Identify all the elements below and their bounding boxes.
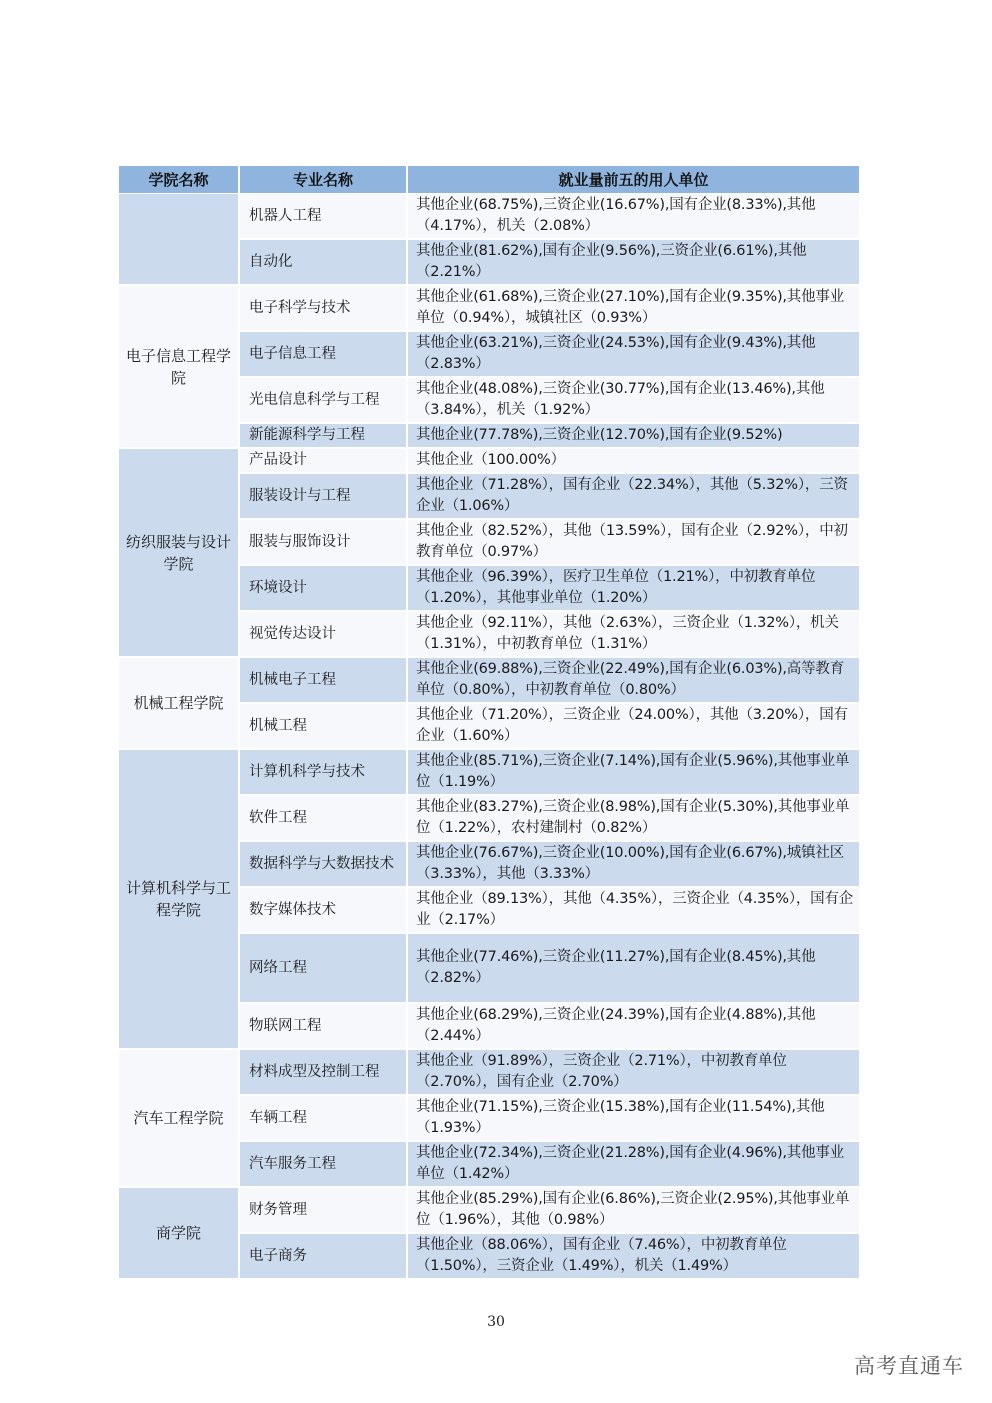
major-cell: 汽车服务工程 [240, 1142, 408, 1188]
major-cell: 计算机科学与技术 [240, 750, 408, 796]
employer-units-cell: 其他企业(68.75%),三资企业(16.67%),国有企业(8.33%),其他（4.17%），机关（2.08%） [408, 194, 859, 240]
major-cell: 电子信息工程 [240, 332, 408, 378]
watermark-text: 高考直通车 [854, 1354, 964, 1378]
major-cell: 数据科学与大数据技术 [240, 842, 408, 888]
table-header-row [119, 166, 859, 194]
employer-units-cell: 其他企业（96.39%），医疗卫生单位（1.21%），中初教育单位（1.20%），其他事业单位（1.20%） [408, 566, 859, 612]
table-row [119, 1050, 859, 1096]
employer-units-cell: 其他企业（82.52%），其他（13.59%），国有企业（2.92%），中初教育单位（0.97%） [408, 520, 859, 566]
major-cell: 软件工程 [240, 796, 408, 842]
major-cell: 机械工程 [240, 704, 408, 750]
employer-units-cell: 其他企业(61.68%),三资企业(27.10%),国有企业(9.35%),其他事业单位（0.94%），城镇社区（0.93%） [408, 286, 859, 332]
employer-units-cell: 其他企业（100.00%） [408, 449, 859, 474]
employer-units-cell: 其他企业(77.46%),三资企业(11.27%),国有企业(8.45%),其他（2.82%） [408, 934, 859, 1004]
table-row [119, 194, 859, 240]
employer-units-cell: 其他企业（89.13%），其他（4.35%），三资企业（4.35%），国有企业（2.17%） [408, 888, 859, 934]
employer-units-cell: 其他企业(81.62%),国有企业(9.56%),三资企业(6.61%),其他（2.21%） [408, 240, 859, 286]
employer-units-cell: 其他企业(71.15%),三资企业(15.38%),国有企业(11.54%),其他（1.93%） [408, 1096, 859, 1142]
table-row [119, 1188, 859, 1234]
employer-units-cell: 其他企业（88.06%），国有企业（7.46%），中初教育单位（1.50%），三资企业（1.49%），机关（1.49%） [408, 1234, 859, 1280]
employer-units-cell: 其他企业(77.78%),三资企业(12.70%),国有企业(9.52%) [408, 424, 859, 449]
employer-units-cell: 其他企业(68.29%),三资企业(24.39%),国有企业(4.88%),其他（2.44%） [408, 1004, 859, 1050]
major-cell: 服装与服饰设计 [240, 520, 408, 566]
major-cell: 机械电子工程 [240, 658, 408, 704]
employer-units-cell: 其他企业(76.67%),三资企业(10.00%),国有企业(6.67%),城镇社区（3.33%），其他（3.33%） [408, 842, 859, 888]
header-units: 就业量前五的用人单位 [408, 166, 859, 194]
college-cell [119, 194, 240, 286]
employer-units-cell: 其他企业(69.88%),三资企业(22.49%),国有企业(6.03%),高等教育单位（0.80%），中初教育单位（0.80%） [408, 658, 859, 704]
employer-units-cell: 其他企业(63.21%),三资企业(24.53%),国有企业(9.43%),其他（2.83%） [408, 332, 859, 378]
major-cell: 财务管理 [240, 1188, 408, 1234]
table-row [119, 449, 859, 474]
employer-units-cell: 其他企业（92.11%），其他（2.63%），三资企业（1.32%），机关（1.31%），中初教育单位（1.31%） [408, 612, 859, 658]
major-cell: 产品设计 [240, 449, 408, 474]
major-cell: 环境设计 [240, 566, 408, 612]
major-cell: 新能源科学与工程 [240, 424, 408, 449]
table-row [119, 286, 859, 332]
college-cell: 电子信息工程学院 [119, 286, 240, 449]
major-cell: 视觉传达设计 [240, 612, 408, 658]
major-cell: 机器人工程 [240, 194, 408, 240]
major-cell: 车辆工程 [240, 1096, 408, 1142]
major-cell: 自动化 [240, 240, 408, 286]
employer-units-cell: 其他企业(85.29%),国有企业(6.86%),三资企业(2.95%),其他事业单位（1.96%），其他（0.98%） [408, 1188, 859, 1234]
major-cell: 电子科学与技术 [240, 286, 408, 332]
college-cell: 纺织服装与设计学院 [119, 449, 240, 658]
major-cell: 材料成型及控制工程 [240, 1050, 408, 1096]
employer-units-cell: 其他企业(83.27%),三资企业(8.98%),国有企业(5.30%),其他事业单位（1.22%），农村建制村（0.82%） [408, 796, 859, 842]
major-cell: 电子商务 [240, 1234, 408, 1280]
header-college: 学院名称 [119, 166, 240, 194]
employer-units-cell: 其他企业（91.89%），三资企业（2.71%），中初教育单位（2.70%），国有企业（2.70%） [408, 1050, 859, 1096]
employment-table [119, 166, 859, 1280]
college-cell: 计算机科学与工程学院 [119, 750, 240, 1050]
college-cell: 机械工程学院 [119, 658, 240, 750]
employer-units-cell: 其他企业（71.20%），三资企业（24.00%），其他（3.20%），国有企业（1.60%） [408, 704, 859, 750]
college-cell: 汽车工程学院 [119, 1050, 240, 1188]
major-cell: 物联网工程 [240, 1004, 408, 1050]
major-cell: 光电信息科学与工程 [240, 378, 408, 424]
header-major: 专业名称 [240, 166, 408, 194]
major-cell: 服装设计与工程 [240, 474, 408, 520]
major-cell: 网络工程 [240, 934, 408, 1004]
employer-units-cell: 其他企业(72.34%),三资企业(21.28%),国有企业(4.96%),其他事业单位（1.42%） [408, 1142, 859, 1188]
employer-units-cell: 其他企业（71.28%），国有企业（22.34%），其他（5.32%），三资企业（1.06%） [408, 474, 859, 520]
major-cell: 数字媒体技术 [240, 888, 408, 934]
page-number: 30 [487, 1314, 505, 1330]
employer-units-cell: 其他企业(48.08%),三资企业(30.77%),国有企业(13.46%),其他（3.84%），机关（1.92%） [408, 378, 859, 424]
table-body [119, 194, 859, 1280]
employer-units-cell: 其他企业(85.71%),三资企业(7.14%),国有企业(5.96%),其他事业单位（1.19%） [408, 750, 859, 796]
table-row [119, 658, 859, 704]
college-cell: 商学院 [119, 1188, 240, 1280]
table-row [119, 750, 859, 796]
